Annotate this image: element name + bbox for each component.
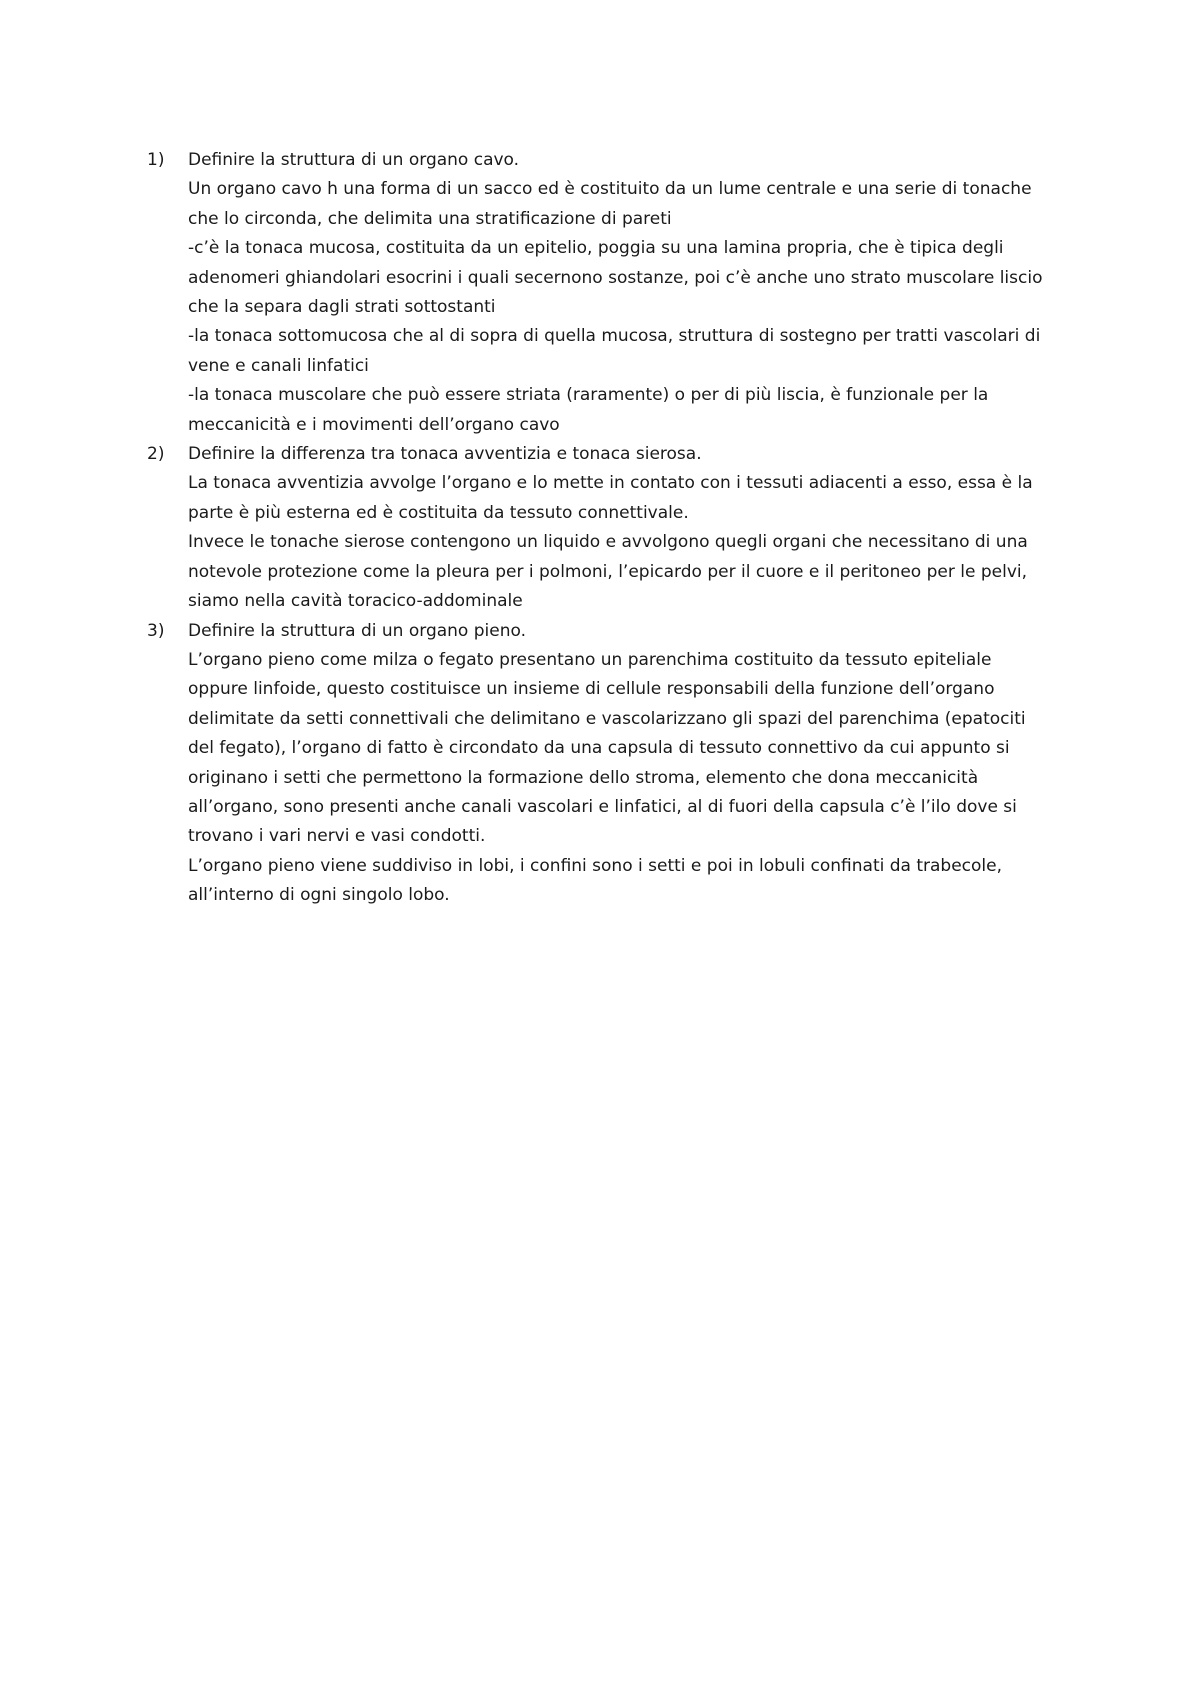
question-heading: Definire la differenza tra tonaca avventizia e tonaca sierosa. [188,444,702,465]
item-number: 3) [147,620,165,641]
answer-line: trovano i vari nervi e vasi condotti. [188,826,486,847]
answer-line: parte è più esterna ed è costituita da tessuto connettivale. [188,502,689,523]
answer-line: siamo nella cavità toracico-addominale [188,591,523,612]
answer-line: -c’è la tonaca mucosa, costituita da un epitelio, poggia su una lamina propria, che è tipica degli [188,238,1004,259]
answer-line: Invece le tonache sierose contengono un liquido e avvolgono quegli organi che necessitano di una [188,532,1028,553]
question-heading: Definire la struttura di un organo cavo. [188,150,520,170]
numbered-list [147,146,1107,911]
answer-line: L’organo pieno come milza o fegato presentano un parenchima costituito da tessuto epiteliale [188,649,992,670]
answer-line: notevole protezione come la pleura per i polmoni, l’epicardo per il cuore e il peritoneo per le pelvi, [188,561,1028,582]
answer-line: che lo circonda, che delimita una stratificazione di pareti [188,208,672,229]
answer-line: -la tonaca muscolare che può essere striata (raramente) o per di più liscia, è funzionale per la [188,385,989,406]
answer-line: del fegato), l’organo di fatto è circondato da una capsula di tessuto connettivo da cui appunto si [188,738,1010,759]
answer-line: all’organo, sono presenti anche canali vascolari e linfatici, al di fuori della capsula c’è l’ilo dove si [188,796,1017,817]
answer-line: originano i setti che permettono la formazione dello stroma, elemento che dona meccanicità [188,767,979,788]
item-number: 2) [147,444,165,465]
answer-line: che la separa dagli strati sottostanti [188,297,496,318]
answer-line: vene e canali linfatici [188,355,369,376]
answer-line: delimitate da setti connettivali che delimitano e vascolarizzano gli spazi del parenchima (epatociti [188,708,1026,729]
answer-line: -la tonaca sottomucosa che al di sopra di quella mucosa, struttura di sostegno per tratti vascolari di [188,326,1041,347]
list-item-2 [147,440,1107,616]
answer-line: all’interno di ogni singolo lobo. [188,885,450,906]
list-item-3 [147,617,1107,911]
question-heading: Definire la struttura di un organo pieno. [188,620,526,641]
answer-line: Un organo cavo h una forma di un sacco ed è costituito da un lume centrale e una serie di tonache [188,179,1032,200]
item-number: 1) [147,150,165,170]
list-item-1 [147,146,1107,440]
answer-line: oppure linfoide, questo costituisce un insieme di cellule responsabili della funzione dell’organo [188,679,995,700]
answer-line: La tonaca avventizia avvolge l’organo e lo mette in contato con i tessuti adiacenti a esso, essa è la [188,473,1033,494]
answer-line: L’organo pieno viene suddiviso in lobi, i confini sono i setti e poi in lobuli confinati da trabecole, [188,855,1003,876]
answer-line: adenomeri ghiandolari esocrini i quali secernono sostanze, poi c’è anche uno strato muscolare liscio [188,267,1043,288]
answer-line: meccanicità e i movimenti dell’organo cavo [188,414,560,435]
